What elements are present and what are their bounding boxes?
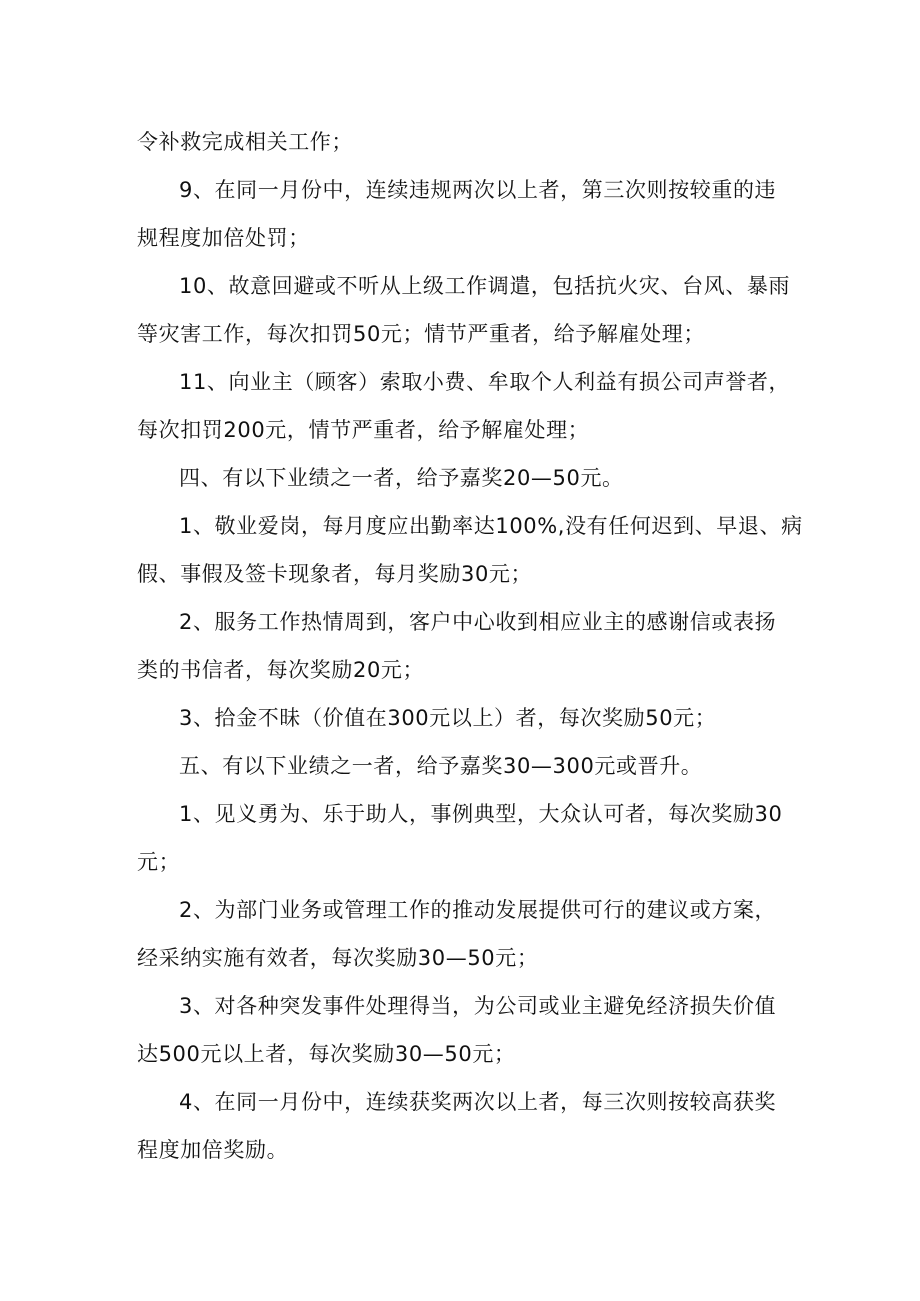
text-line: 1、见义勇为、乐于助人，事例典型，大众认可者，每次奖励30 bbox=[179, 802, 783, 826]
text-line: 规程度加倍处罚； bbox=[137, 226, 310, 250]
text-line: 经采纳实施有效者，每次奖励30—50元； bbox=[137, 946, 539, 970]
text-line: 10、故意回避或不听从上级工作调遣，包括抗火灾、台风、暴雨 bbox=[179, 274, 791, 298]
text-line: 每次扣罚200元，情节严重者，给予解雇处理； bbox=[137, 418, 590, 442]
document-body bbox=[137, 118, 803, 1174]
text-line: 11、向业主（顾客）索取小费、牟取个人利益有损公司声誉者， bbox=[179, 370, 791, 394]
text-line: 程度加倍奖励。 bbox=[137, 1138, 289, 1162]
section-heading: 五、有以下业绩之一者，给予嘉奖30—300元或晋升。 bbox=[179, 754, 703, 778]
text-line: 元； bbox=[137, 850, 181, 874]
section-heading: 四、有以下业绩之一者，给予嘉奖20—50元。 bbox=[179, 466, 624, 490]
text-line: 等灾害工作，每次扣罚50元；情节严重者，给予解雇处理； bbox=[137, 322, 705, 346]
text-line: 3、对各种突发事件处理得当，为公司或业主避免经济损失价值 bbox=[179, 994, 777, 1018]
text-line: 2、服务工作热情周到，客户中心收到相应业主的感谢信或表扬 bbox=[179, 610, 777, 634]
text-line: 3、拾金不昧（价值在300元以上）者，每次奖励50元； bbox=[179, 706, 717, 730]
text-line: 令补救完成相关工作； bbox=[137, 130, 353, 154]
text-line: 达500元以上者，每次奖励30—50元； bbox=[137, 1042, 516, 1066]
text-line: 4、在同一月份中，连续获奖两次以上者，每三次则按较高获奖 bbox=[179, 1090, 777, 1114]
text-line: 类的书信者，每次奖励20元； bbox=[137, 658, 425, 682]
text-line: 假、事假及签卡现象者，每月奖励30元； bbox=[137, 562, 533, 586]
text-line: 1、敬业爱岗，每月度应出勤率达100%,没有任何迟到、早退、病 bbox=[179, 514, 803, 538]
text-line: 2、为部门业务或管理工作的推动发展提供可行的建议或方案， bbox=[179, 898, 777, 922]
text-line: 9、在同一月份中，连续违规两次以上者，第三次则按较重的违 bbox=[179, 178, 777, 202]
